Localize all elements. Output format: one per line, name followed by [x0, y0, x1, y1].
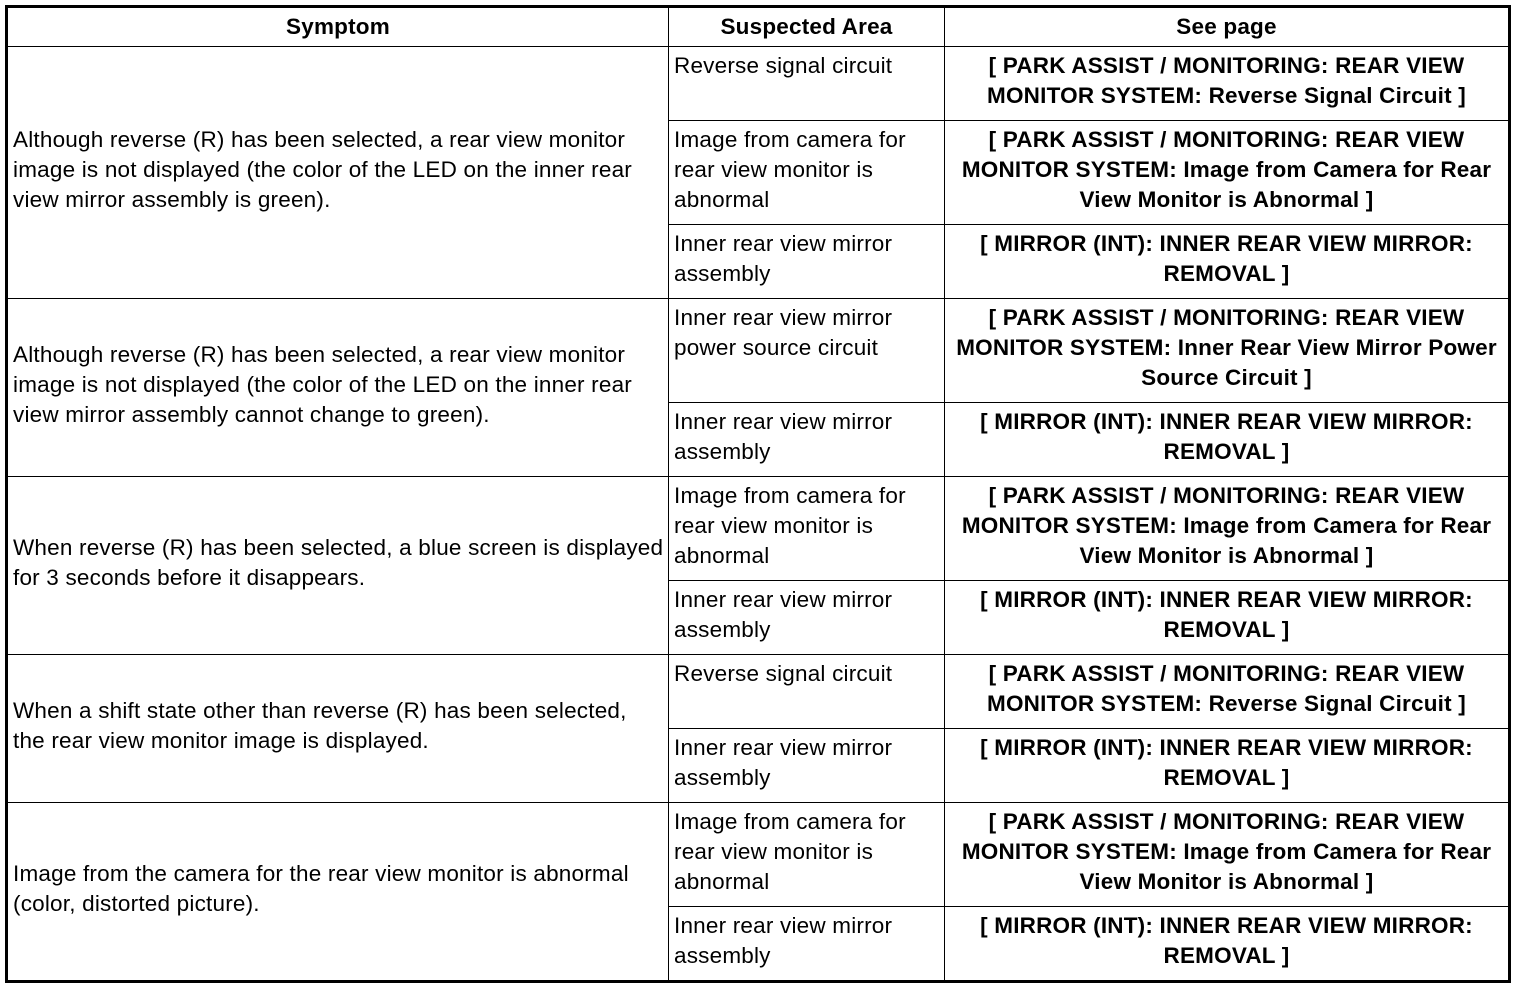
see-page-link[interactable]: [ MIRROR (INT): INNER REAR VIEW MIRROR: REMOVAL ]	[945, 403, 1510, 477]
symptom-cell: Image from the camera for the rear view monitor is abnormal (color, distorted picture).	[7, 803, 669, 982]
see-page-link[interactable]: [ PARK ASSIST / MONITORING: REAR VIEW MONITOR SYSTEM: Reverse Signal Circuit ]	[945, 47, 1510, 121]
suspected-area-cell: Image from camera for rear view monitor is abnormal	[669, 477, 945, 581]
see-page-link[interactable]: [ PARK ASSIST / MONITORING: REAR VIEW MONITOR SYSTEM: Reverse Signal Circuit ]	[945, 655, 1510, 729]
column-header-suspected-area: Suspected Area	[669, 7, 945, 47]
symptom-cell: When reverse (R) has been selected, a blue screen is displayed for 3 seconds before it disappears.	[7, 477, 669, 655]
suspected-area-cell: Reverse signal circuit	[669, 47, 945, 121]
table-row	[7, 803, 1510, 907]
symptom-cell: Although reverse (R) has been selected, a rear view monitor image is not displayed (the color of the LED on the inner rear view mirror assembly is green).	[7, 47, 669, 299]
see-page-link[interactable]: [ PARK ASSIST / MONITORING: REAR VIEW MONITOR SYSTEM: Image from Camera for Rear View Monitor is Abnormal ]	[945, 803, 1510, 907]
see-page-link[interactable]: [ PARK ASSIST / MONITORING: REAR VIEW MONITOR SYSTEM: Image from Camera for Rear View Monitor is Abnormal ]	[945, 477, 1510, 581]
column-header-symptom: Symptom	[7, 7, 669, 47]
table-row	[7, 477, 1510, 581]
see-page-link[interactable]: [ PARK ASSIST / MONITORING: REAR VIEW MONITOR SYSTEM: Inner Rear View Mirror Power Source Circuit ]	[945, 299, 1510, 403]
suspected-area-cell: Inner rear view mirror power source circuit	[669, 299, 945, 403]
see-page-link[interactable]: [ MIRROR (INT): INNER REAR VIEW MIRROR: REMOVAL ]	[945, 581, 1510, 655]
see-page-link[interactable]: [ MIRROR (INT): INNER REAR VIEW MIRROR: REMOVAL ]	[945, 225, 1510, 299]
suspected-area-cell: Image from camera for rear view monitor is abnormal	[669, 121, 945, 225]
suspected-area-cell: Reverse signal circuit	[669, 655, 945, 729]
suspected-area-cell: Inner rear view mirror assembly	[669, 403, 945, 477]
see-page-link[interactable]: [ MIRROR (INT): INNER REAR VIEW MIRROR: REMOVAL ]	[945, 729, 1510, 803]
table-row	[7, 47, 1510, 121]
suspected-area-cell: Image from camera for rear view monitor is abnormal	[669, 803, 945, 907]
suspected-area-cell: Inner rear view mirror assembly	[669, 907, 945, 982]
see-page-link[interactable]: [ PARK ASSIST / MONITORING: REAR VIEW MONITOR SYSTEM: Image from Camera for Rear View Monitor is Abnormal ]	[945, 121, 1510, 225]
see-page-link[interactable]: [ MIRROR (INT): INNER REAR VIEW MIRROR: REMOVAL ]	[945, 907, 1510, 982]
suspected-area-cell: Inner rear view mirror assembly	[669, 225, 945, 299]
symptom-cell: Although reverse (R) has been selected, a rear view monitor image is not displayed (the color of the LED on the inner rear view mirror assembly cannot change to green).	[7, 299, 669, 477]
table-row	[7, 655, 1510, 729]
table-row	[7, 299, 1510, 403]
suspected-area-cell: Inner rear view mirror assembly	[669, 729, 945, 803]
symptom-cell: When a shift state other than reverse (R) has been selected, the rear view monitor image is displayed.	[7, 655, 669, 803]
header-row	[7, 7, 1510, 47]
suspected-area-cell: Inner rear view mirror assembly	[669, 581, 945, 655]
column-header-see-page: See page	[945, 7, 1510, 47]
problem-symptoms-table	[5, 5, 1511, 983]
